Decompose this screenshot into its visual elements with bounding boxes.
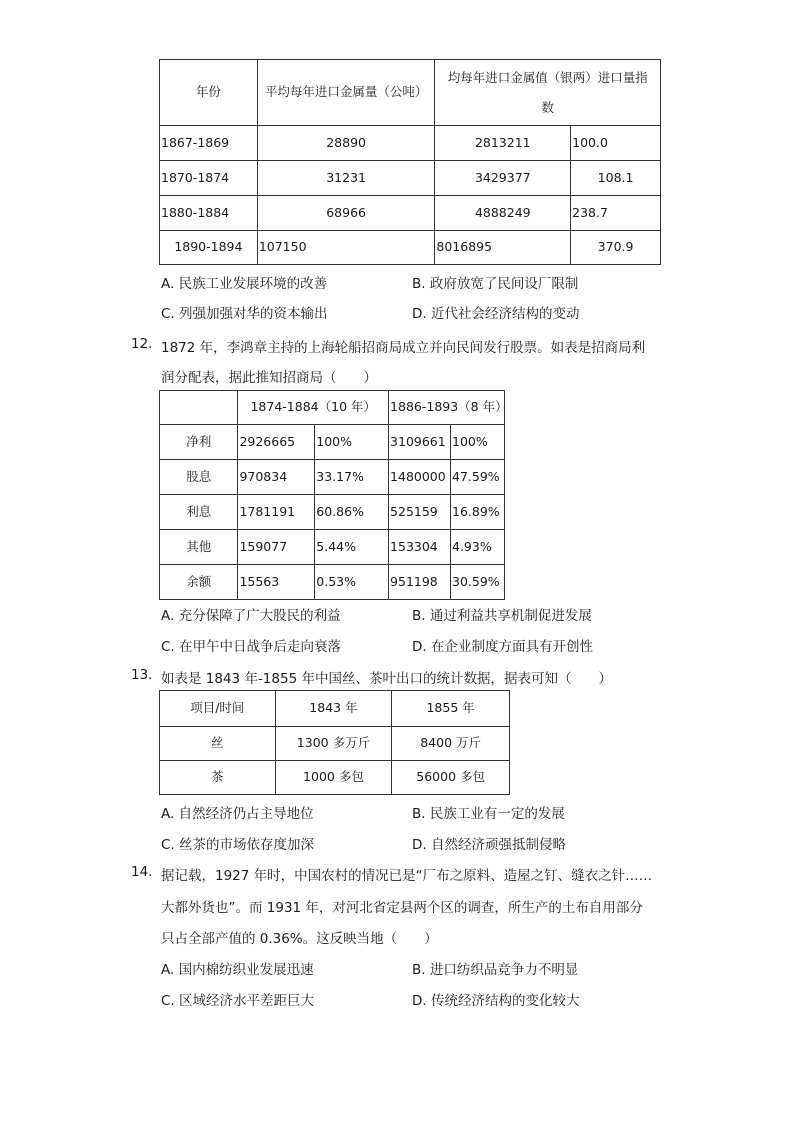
option-b: B. 政府放宽了民间设厂限制 — [412, 276, 579, 292]
option-b: B. 民族工业有一定的发展 — [412, 806, 565, 822]
option-a: A. 自然经济仍占主导地位 — [161, 806, 314, 822]
table-cell: 153304 — [389, 530, 451, 565]
option-a: A. 国内棉纺织业发展迅速 — [161, 962, 314, 978]
table-cell: 丝 — [160, 727, 276, 761]
table-header-cell: 1886-1893（8 年） — [389, 391, 505, 425]
table-cell: 15563 — [238, 565, 315, 600]
table-cell: 370.9 — [571, 231, 661, 265]
table-header-cell: 1843 年 — [275, 691, 392, 727]
option-d: D. 自然经济顽强抵制侵略 — [412, 837, 566, 853]
question-text: 只占全部产值的 0.36%。这反映当地（ ） — [161, 931, 438, 947]
option-b: B. 通过利益共享机制促进发展 — [412, 608, 592, 624]
table-cell: 8400 万斤 — [392, 727, 510, 761]
table-cell: 60.86% — [315, 495, 389, 530]
table-cell: 33.17% — [315, 460, 389, 495]
table-cell: 1000 多包 — [275, 761, 392, 795]
table-row — [160, 565, 505, 600]
table-header-cell — [160, 391, 238, 425]
table-cell: 5.44% — [315, 530, 389, 565]
table-header-cell: 项目/时间 — [160, 691, 276, 727]
table-row — [160, 495, 505, 530]
import-metal-table — [159, 59, 661, 265]
table-header-cell: 年份 — [160, 60, 258, 126]
question-number: 13. — [131, 667, 153, 683]
question-number: 12. — [131, 336, 153, 352]
table-cell: 4.93% — [451, 530, 505, 565]
table-cell: 8016895 — [435, 231, 571, 265]
table-cell: 951198 — [389, 565, 451, 600]
option-d: D. 传统经济结构的变化较大 — [412, 993, 580, 1009]
table-cell: 1870-1874 — [160, 161, 258, 196]
table-cell: 1890-1894 — [160, 231, 258, 265]
option-d: D. 近代社会经济结构的变动 — [412, 306, 580, 322]
table-cell: 100% — [315, 425, 389, 460]
table-cell: 股息 — [160, 460, 238, 495]
table-cell: 1480000 — [389, 460, 451, 495]
option-c: C. 丝茶的市场依存度加深 — [161, 837, 315, 853]
option-b: B. 进口纺织品竞争力不明显 — [412, 962, 579, 978]
table-header-cell: 均每年进口金属值（银两）进口量指 数 — [435, 60, 661, 126]
table-cell: 4888249 — [435, 196, 571, 231]
option-c: C. 列强加强对华的资本输出 — [161, 306, 328, 322]
question-text: 如表是 1843 年-1855 年中国丝、茶叶出口的统计数据，据表可知（ ） — [161, 671, 612, 687]
silk-tea-export-table — [159, 690, 510, 795]
table-cell: 100.0 — [571, 126, 661, 161]
table-cell: 47.59% — [451, 460, 505, 495]
table-cell: 100% — [451, 425, 505, 460]
table-cell: 茶 — [160, 761, 276, 795]
table-row — [160, 530, 505, 565]
table-cell: 0.53% — [315, 565, 389, 600]
table-cell: 16.89% — [451, 495, 505, 530]
table-row — [160, 161, 661, 196]
option-a: A. 充分保障了广大股民的利益 — [161, 608, 341, 624]
table-cell: 净利 — [160, 425, 238, 460]
table-cell: 3429377 — [435, 161, 571, 196]
table-header-cell: 1874-1884（10 年） — [238, 391, 389, 425]
table-row — [160, 727, 510, 761]
table-cell: 238.7 — [571, 196, 661, 231]
table-header-cell: 1855 年 — [392, 691, 510, 727]
table-row — [160, 761, 510, 795]
table-cell: 525159 — [389, 495, 451, 530]
table-cell: 108.1 — [571, 161, 661, 196]
table-cell: 56000 多包 — [392, 761, 510, 795]
table-cell: 1300 多万斤 — [275, 727, 392, 761]
table-row — [160, 196, 661, 231]
option-d: D. 在企业制度方面具有开创性 — [412, 639, 593, 655]
table-row — [160, 231, 661, 265]
question-text: 1872 年，李鸿章主持的上海轮船招商局成立并向民间发行股票。如表是招商局利 — [161, 340, 646, 356]
question-text: 据记载，1927 年时，中国农村的情况已是“厂布之原料、造屋之钉、缝衣之针…… — [161, 868, 653, 884]
table-row — [160, 425, 505, 460]
table-cell: 2926665 — [238, 425, 315, 460]
table-cell: 3109661 — [389, 425, 451, 460]
table-cell: 1867-1869 — [160, 126, 258, 161]
table-cell: 2813211 — [435, 126, 571, 161]
table-cell: 31231 — [257, 161, 435, 196]
table-cell: 107150 — [257, 231, 435, 265]
question-text: 润分配表，据此推知招商局（ ） — [161, 370, 377, 386]
question-text: 大都外货也”。而 1931 年，对河北省定县两个区的调查，所生产的土布自用部分 — [161, 900, 643, 916]
option-c: C. 区域经济水平差距巨大 — [161, 993, 315, 1009]
table-cell: 159077 — [238, 530, 315, 565]
table-cell: 利息 — [160, 495, 238, 530]
option-a: A. 民族工业发展环境的改善 — [161, 276, 328, 292]
question-number: 14. — [131, 864, 153, 880]
table-cell: 其他 — [160, 530, 238, 565]
table-cell: 68966 — [257, 196, 435, 231]
table-cell: 970834 — [238, 460, 315, 495]
table-cell: 1880-1884 — [160, 196, 258, 231]
table-cell: 30.59% — [451, 565, 505, 600]
table-row — [160, 460, 505, 495]
table-header-cell: 平均每年进口金属量（公吨） — [257, 60, 435, 126]
profit-distribution-table — [159, 390, 508, 600]
table-cell: 1781191 — [238, 495, 315, 530]
table-cell: 28890 — [257, 126, 435, 161]
option-c: C. 在甲午中日战争后走向衰落 — [161, 639, 342, 655]
table-cell: 余额 — [160, 565, 238, 600]
table-row — [160, 126, 661, 161]
